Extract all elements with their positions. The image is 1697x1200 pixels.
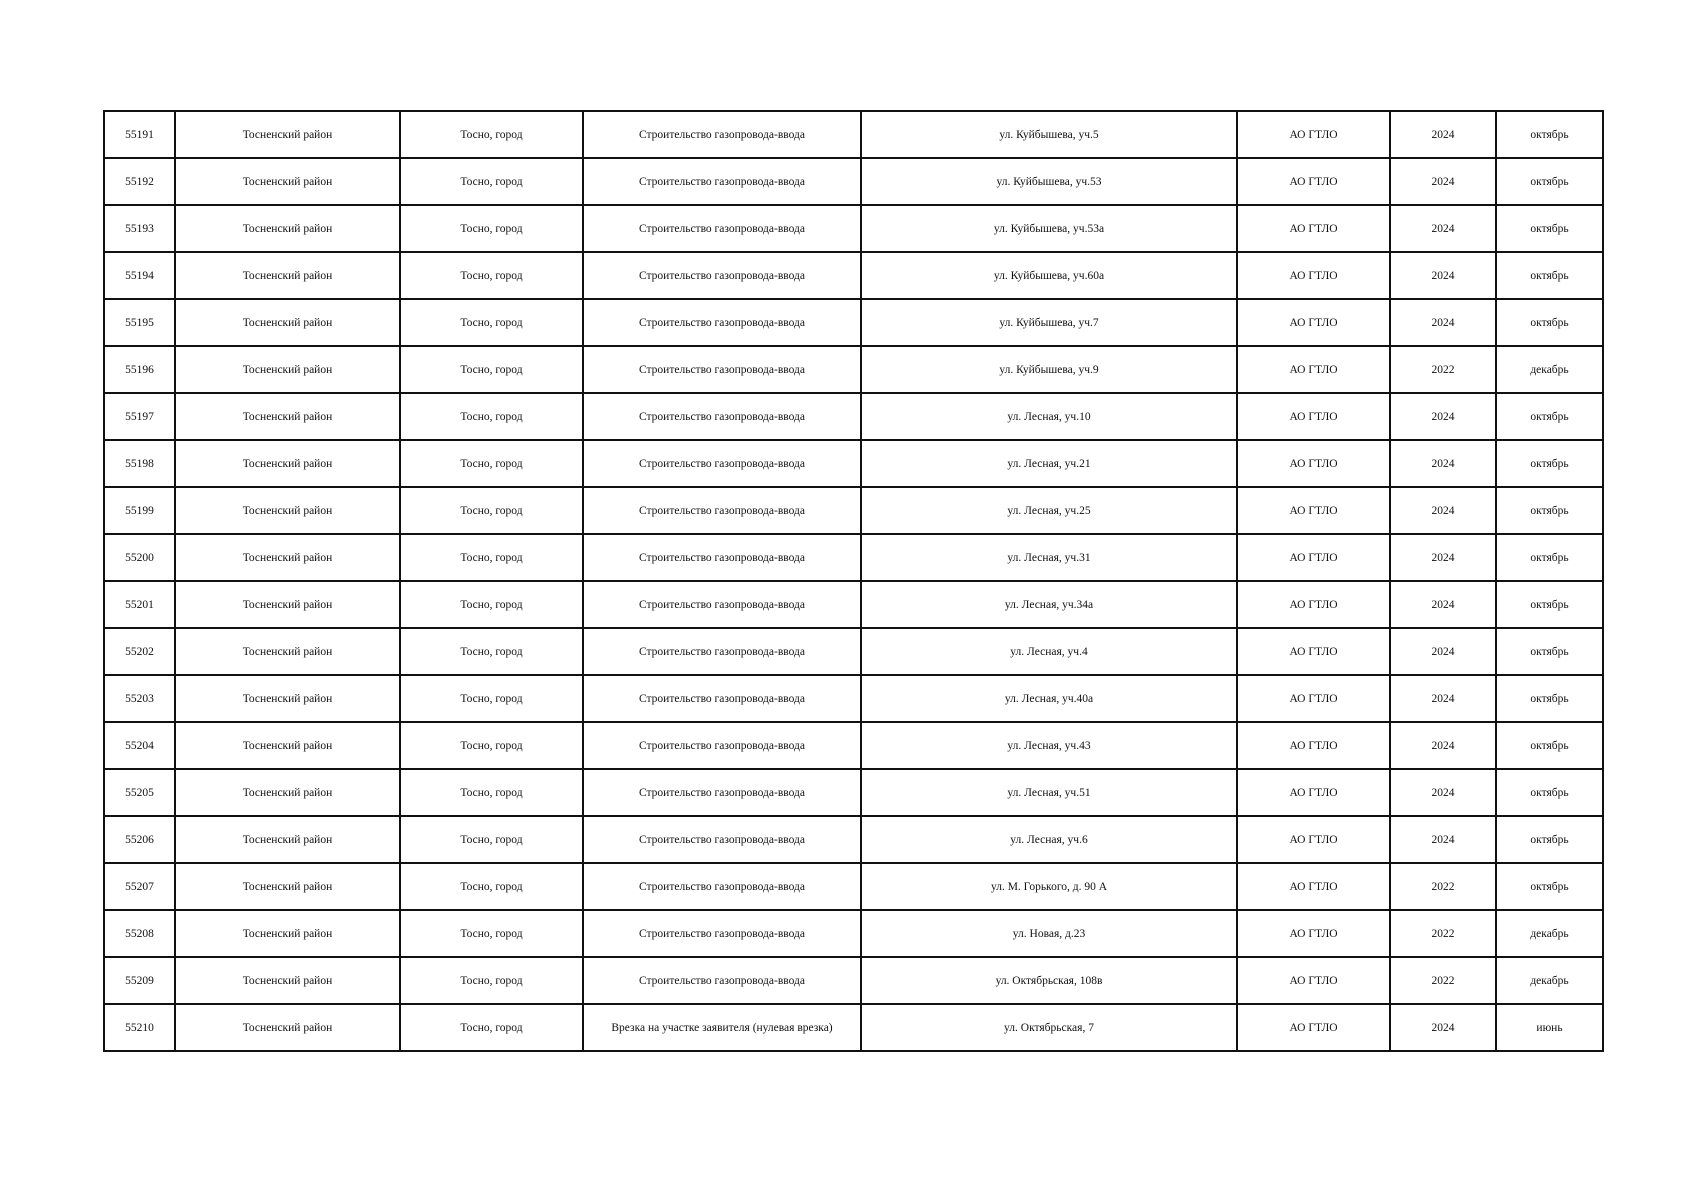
cell-year: 2024 — [1390, 393, 1496, 440]
cell-district: Тосненский район — [175, 910, 400, 957]
cell-district: Тосненский район — [175, 393, 400, 440]
cell-address: ул. Куйбышева, уч.7 — [861, 299, 1237, 346]
cell-locality: Тосно, город — [400, 816, 583, 863]
cell-organization: АО ГТЛО — [1237, 111, 1390, 158]
cell-work-type: Строительство газопровода-ввода — [583, 581, 861, 628]
cell-work-type: Строительство газопровода-ввода — [583, 769, 861, 816]
cell-address: ул. Куйбышева, уч.53 — [861, 158, 1237, 205]
cell-address: ул. Октябрьская, 108в — [861, 957, 1237, 1004]
table-row — [104, 487, 1603, 534]
table-body — [104, 111, 1603, 1051]
cell-month: октябрь — [1496, 863, 1603, 910]
table-row — [104, 675, 1603, 722]
cell-address: ул. Лесная, уч.31 — [861, 534, 1237, 581]
cell-work-type: Строительство газопровода-ввода — [583, 346, 861, 393]
cell-address: ул. Лесная, уч.25 — [861, 487, 1237, 534]
cell-organization: АО ГТЛО — [1237, 769, 1390, 816]
cell-month: декабрь — [1496, 346, 1603, 393]
cell-locality: Тосно, город — [400, 440, 583, 487]
cell-organization: АО ГТЛО — [1237, 393, 1390, 440]
cell-organization: АО ГТЛО — [1237, 722, 1390, 769]
cell-district: Тосненский район — [175, 957, 400, 1004]
cell-year: 2024 — [1390, 158, 1496, 205]
cell-work-type: Строительство газопровода-ввода — [583, 675, 861, 722]
cell-year: 2024 — [1390, 769, 1496, 816]
table-row — [104, 581, 1603, 628]
cell-month: октябрь — [1496, 816, 1603, 863]
cell-work-type: Строительство газопровода-ввода — [583, 722, 861, 769]
cell-locality: Тосно, город — [400, 487, 583, 534]
cell-month: декабрь — [1496, 910, 1603, 957]
cell-organization: АО ГТЛО — [1237, 158, 1390, 205]
table-row — [104, 205, 1603, 252]
cell-id: 55201 — [104, 581, 175, 628]
cell-month: октябрь — [1496, 769, 1603, 816]
cell-organization: АО ГТЛО — [1237, 1004, 1390, 1051]
cell-work-type: Строительство газопровода-ввода — [583, 863, 861, 910]
cell-month: октябрь — [1496, 722, 1603, 769]
cell-district: Тосненский район — [175, 111, 400, 158]
cell-month: октябрь — [1496, 393, 1603, 440]
table-row — [104, 252, 1603, 299]
cell-organization: АО ГТЛО — [1237, 205, 1390, 252]
table-row — [104, 346, 1603, 393]
cell-address: ул. Лесная, уч.21 — [861, 440, 1237, 487]
cell-organization: АО ГТЛО — [1237, 487, 1390, 534]
cell-id: 55195 — [104, 299, 175, 346]
cell-work-type: Строительство газопровода-ввода — [583, 205, 861, 252]
cell-locality: Тосно, город — [400, 299, 583, 346]
cell-district: Тосненский район — [175, 440, 400, 487]
cell-month: октябрь — [1496, 675, 1603, 722]
cell-year: 2024 — [1390, 299, 1496, 346]
cell-address: ул. Лесная, уч.4 — [861, 628, 1237, 675]
cell-organization: АО ГТЛО — [1237, 299, 1390, 346]
cell-locality: Тосно, город — [400, 722, 583, 769]
cell-locality: Тосно, город — [400, 957, 583, 1004]
cell-id: 55200 — [104, 534, 175, 581]
cell-year: 2024 — [1390, 534, 1496, 581]
cell-id: 55207 — [104, 863, 175, 910]
cell-address: ул. Лесная, уч.10 — [861, 393, 1237, 440]
cell-organization: АО ГТЛО — [1237, 863, 1390, 910]
cell-month: октябрь — [1496, 487, 1603, 534]
cell-work-type: Строительство газопровода-ввода — [583, 957, 861, 1004]
cell-district: Тосненский район — [175, 158, 400, 205]
table-row — [104, 440, 1603, 487]
cell-month: октябрь — [1496, 534, 1603, 581]
cell-work-type: Строительство газопровода-ввода — [583, 299, 861, 346]
cell-id: 55194 — [104, 252, 175, 299]
cell-id: 55197 — [104, 393, 175, 440]
cell-organization: АО ГТЛО — [1237, 534, 1390, 581]
cell-district: Тосненский район — [175, 346, 400, 393]
cell-id: 55193 — [104, 205, 175, 252]
cell-work-type: Строительство газопровода-ввода — [583, 534, 861, 581]
cell-work-type: Строительство газопровода-ввода — [583, 393, 861, 440]
cell-address: ул. Куйбышева, уч.5 — [861, 111, 1237, 158]
cell-organization: АО ГТЛО — [1237, 910, 1390, 957]
cell-work-type: Строительство газопровода-ввода — [583, 252, 861, 299]
cell-year: 2024 — [1390, 628, 1496, 675]
cell-id: 55199 — [104, 487, 175, 534]
cell-id: 55203 — [104, 675, 175, 722]
cell-address: ул. Лесная, уч.51 — [861, 769, 1237, 816]
gasification-table — [103, 110, 1604, 1052]
cell-id: 55206 — [104, 816, 175, 863]
cell-locality: Тосно, город — [400, 910, 583, 957]
cell-year: 2024 — [1390, 252, 1496, 299]
cell-district: Тосненский район — [175, 863, 400, 910]
cell-locality: Тосно, город — [400, 769, 583, 816]
cell-year: 2022 — [1390, 863, 1496, 910]
cell-locality: Тосно, город — [400, 205, 583, 252]
cell-work-type: Строительство газопровода-ввода — [583, 910, 861, 957]
cell-locality: Тосно, город — [400, 863, 583, 910]
cell-work-type: Строительство газопровода-ввода — [583, 487, 861, 534]
cell-month: октябрь — [1496, 252, 1603, 299]
table-row — [104, 910, 1603, 957]
cell-district: Тосненский район — [175, 722, 400, 769]
cell-district: Тосненский район — [175, 816, 400, 863]
cell-month: декабрь — [1496, 957, 1603, 1004]
cell-year: 2022 — [1390, 957, 1496, 1004]
cell-locality: Тосно, город — [400, 393, 583, 440]
cell-district: Тосненский район — [175, 252, 400, 299]
cell-organization: АО ГТЛО — [1237, 628, 1390, 675]
table-row — [104, 816, 1603, 863]
table-row — [104, 111, 1603, 158]
cell-year: 2022 — [1390, 346, 1496, 393]
cell-organization: АО ГТЛО — [1237, 675, 1390, 722]
cell-locality: Тосно, город — [400, 111, 583, 158]
cell-district: Тосненский район — [175, 205, 400, 252]
table-row — [104, 158, 1603, 205]
cell-address: ул. Куйбышева, уч.53а — [861, 205, 1237, 252]
cell-address: ул. Октябрьская, 7 — [861, 1004, 1237, 1051]
cell-month: октябрь — [1496, 628, 1603, 675]
cell-work-type: Строительство газопровода-ввода — [583, 158, 861, 205]
cell-address: ул. Куйбышева, уч.60а — [861, 252, 1237, 299]
cell-district: Тосненский район — [175, 628, 400, 675]
cell-district: Тосненский район — [175, 534, 400, 581]
cell-locality: Тосно, город — [400, 346, 583, 393]
cell-district: Тосненский район — [175, 487, 400, 534]
cell-month: октябрь — [1496, 581, 1603, 628]
cell-work-type: Строительство газопровода-ввода — [583, 628, 861, 675]
cell-district: Тосненский район — [175, 299, 400, 346]
cell-address: ул. М. Горького, д. 90 А — [861, 863, 1237, 910]
cell-year: 2022 — [1390, 910, 1496, 957]
cell-month: октябрь — [1496, 299, 1603, 346]
cell-id: 55191 — [104, 111, 175, 158]
cell-year: 2024 — [1390, 1004, 1496, 1051]
cell-month: октябрь — [1496, 205, 1603, 252]
cell-id: 55192 — [104, 158, 175, 205]
cell-locality: Тосно, город — [400, 252, 583, 299]
cell-address: ул. Лесная, уч.6 — [861, 816, 1237, 863]
cell-work-type: Врезка на участке заявителя (нулевая врезка) — [583, 1004, 861, 1051]
cell-address: ул. Лесная, уч.34а — [861, 581, 1237, 628]
cell-id: 55202 — [104, 628, 175, 675]
cell-locality: Тосно, город — [400, 158, 583, 205]
cell-address: ул. Новая, д.23 — [861, 910, 1237, 957]
cell-address: ул. Лесная, уч.43 — [861, 722, 1237, 769]
cell-district: Тосненский район — [175, 581, 400, 628]
cell-month: июнь — [1496, 1004, 1603, 1051]
table-row — [104, 957, 1603, 1004]
table-row — [104, 769, 1603, 816]
table-row — [104, 299, 1603, 346]
cell-organization: АО ГТЛО — [1237, 581, 1390, 628]
cell-month: октябрь — [1496, 440, 1603, 487]
cell-year: 2024 — [1390, 111, 1496, 158]
cell-id: 55209 — [104, 957, 175, 1004]
cell-work-type: Строительство газопровода-ввода — [583, 816, 861, 863]
cell-district: Тосненский район — [175, 1004, 400, 1051]
cell-locality: Тосно, город — [400, 581, 583, 628]
cell-organization: АО ГТЛО — [1237, 252, 1390, 299]
cell-work-type: Строительство газопровода-ввода — [583, 111, 861, 158]
cell-district: Тосненский район — [175, 675, 400, 722]
cell-id: 55204 — [104, 722, 175, 769]
table-row — [104, 393, 1603, 440]
document-page — [103, 110, 1602, 1052]
cell-district: Тосненский район — [175, 769, 400, 816]
cell-organization: АО ГТЛО — [1237, 957, 1390, 1004]
cell-organization: АО ГТЛО — [1237, 440, 1390, 487]
cell-year: 2024 — [1390, 205, 1496, 252]
cell-id: 55196 — [104, 346, 175, 393]
cell-year: 2024 — [1390, 675, 1496, 722]
table-row — [104, 722, 1603, 769]
cell-month: октябрь — [1496, 158, 1603, 205]
cell-year: 2024 — [1390, 722, 1496, 769]
cell-year: 2024 — [1390, 440, 1496, 487]
cell-locality: Тосно, город — [400, 534, 583, 581]
cell-locality: Тосно, город — [400, 1004, 583, 1051]
cell-organization: АО ГТЛО — [1237, 816, 1390, 863]
cell-organization: АО ГТЛО — [1237, 346, 1390, 393]
cell-work-type: Строительство газопровода-ввода — [583, 440, 861, 487]
cell-year: 2024 — [1390, 816, 1496, 863]
cell-year: 2024 — [1390, 487, 1496, 534]
cell-id: 55205 — [104, 769, 175, 816]
cell-id: 55198 — [104, 440, 175, 487]
table-row — [104, 863, 1603, 910]
cell-locality: Тосно, город — [400, 675, 583, 722]
cell-locality: Тосно, город — [400, 628, 583, 675]
table-row — [104, 628, 1603, 675]
cell-year: 2024 — [1390, 581, 1496, 628]
cell-address: ул. Куйбышева, уч.9 — [861, 346, 1237, 393]
cell-month: октябрь — [1496, 111, 1603, 158]
cell-id: 55208 — [104, 910, 175, 957]
cell-address: ул. Лесная, уч.40а — [861, 675, 1237, 722]
table-row — [104, 534, 1603, 581]
table-row — [104, 1004, 1603, 1051]
cell-id: 55210 — [104, 1004, 175, 1051]
